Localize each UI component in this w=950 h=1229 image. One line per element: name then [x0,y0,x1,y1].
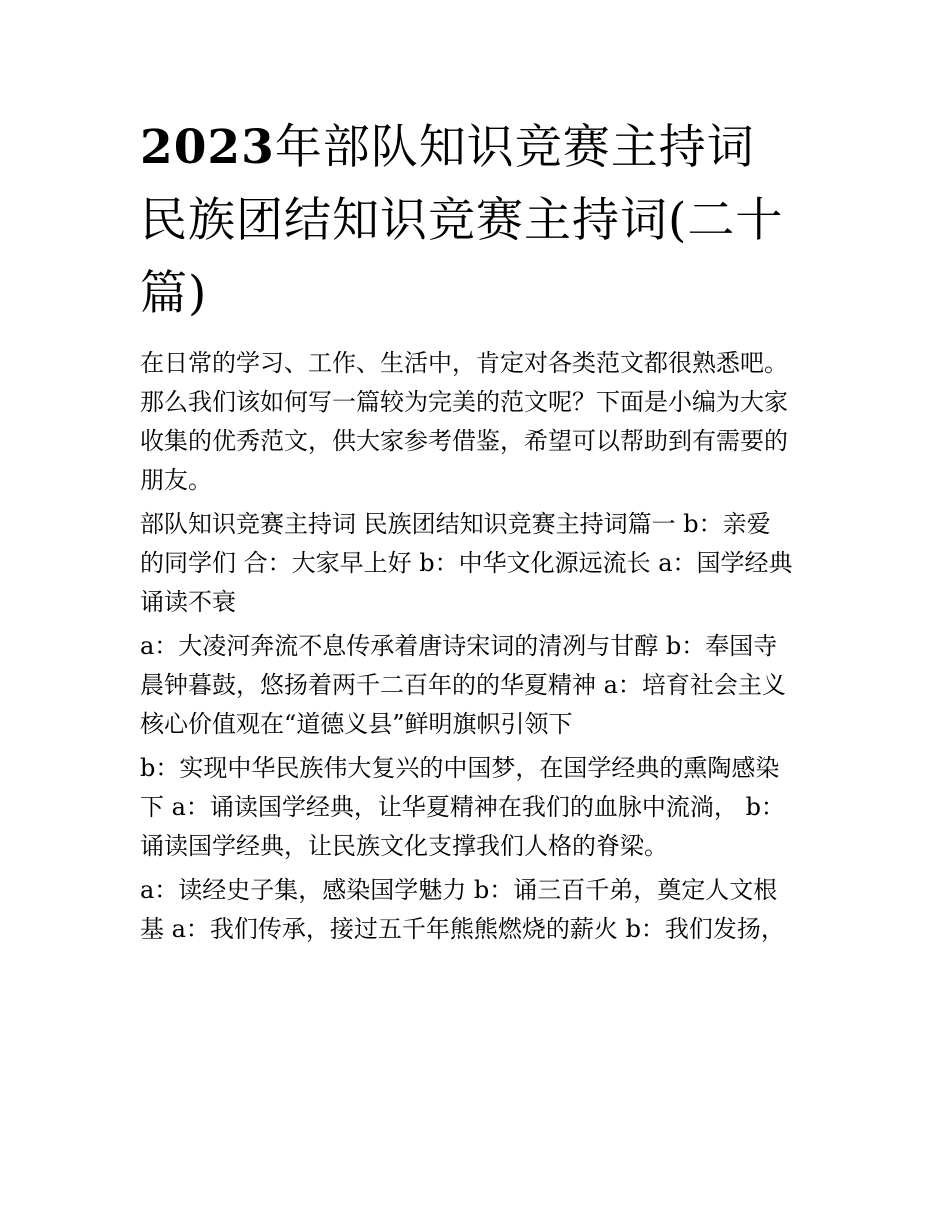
text-line: 基 a：我们传承，接过五千年熊熊燃烧的薪火 b：我们发扬， [140,915,785,943]
text-line: 下 a：诵读国学经典，让华夏精神在我们的血脉中流淌， b： [140,793,785,821]
title-line-1-text: 年部队知识竞赛主持词 [274,120,755,175]
body-text [140,344,820,949]
text-line: 晨钟暮鼓，悠扬着两千二百年的的华夏精神 a：培育社会主义 [140,671,786,699]
text-line: a：读经史子集，感染国学魅力 b：诵三百千弟，奠定人文根 [140,876,778,904]
title-line [140,118,820,178]
text-line: 在日常的学习、工作、生活中，肯定对各类范文都很熟悉吧。 [140,349,788,377]
text-line: 核心价值观在“道德义县”鲜明旗帜引领下 [140,710,573,738]
document-content [140,118,820,949]
paragraph [140,749,820,866]
text-line: 部队知识竞赛主持词 民族团结知识竞赛主持词篇一 b：亲爱 [140,510,771,538]
title-year: 2023 [140,120,275,175]
text-line: a：大凌河奔流不息传承着唐诗宋词的清冽与甘醇 b：奉国寺 [140,632,778,660]
title-line: 民族团结知识竞赛主持词(二十 [140,193,784,248]
title-line: 篇) [140,266,208,321]
paragraph [140,505,820,622]
paragraph [140,344,820,500]
text-line: 收集的优秀范文，供大家参考借鉴，希望可以帮助到有需要的 [140,427,788,455]
document-title [140,118,820,324]
paragraph [140,627,820,744]
text-line: b：实现中华民族伟大复兴的中国梦，在国学经典的熏陶感染 [140,754,780,782]
text-line: 诵读不衰 [140,588,236,616]
text-line: 的同学们 合：大家早上好 b：中华文化源远流长 a：国学经典 [140,549,793,577]
paragraph [140,871,820,949]
text-line: 诵读国学经典，让民族文化支撑我们人格的脊梁。 [140,832,668,860]
text-line: 朋友。 [140,466,212,494]
text-line: 那么我们该如何写一篇较为完美的范文呢？下面是小编为大家 [140,388,788,416]
